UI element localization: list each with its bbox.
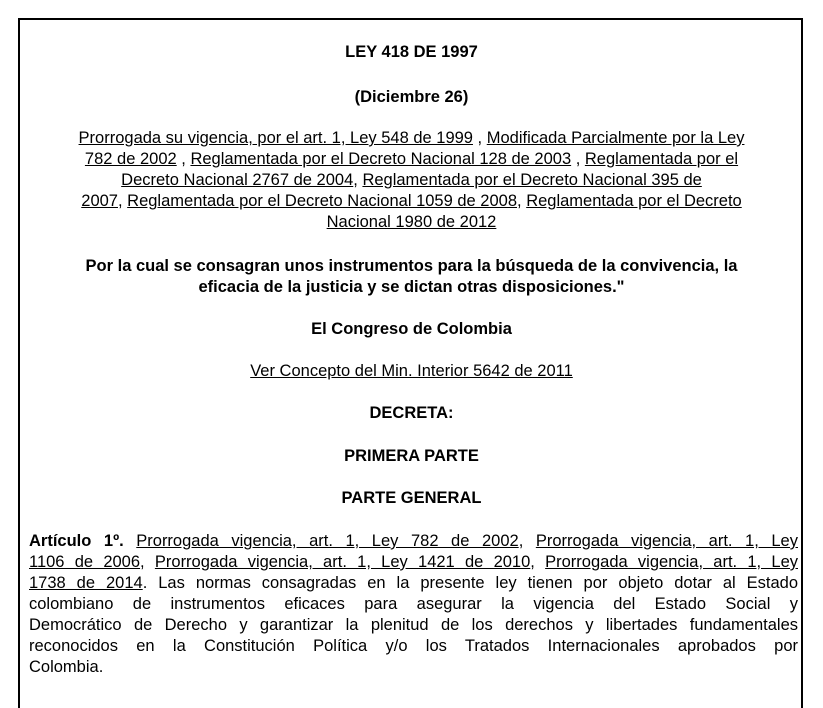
separator: , [176,150,191,168]
separator: , [571,150,585,168]
article-link[interactable]: Prorrogada vigencia, art. 1, Ley [535,532,798,550]
article-link[interactable]: 1106 de 2006 [29,553,141,571]
modification-link[interactable]: Modificada Parcialmente por la Ley [486,129,745,147]
separator: , [517,192,527,210]
modification-link[interactable]: Reglamentada por el Decreto Nacional 395 de [362,171,702,189]
article-1-line-3 [29,574,798,593]
separator: , [140,553,155,571]
article-1-line-7: Colombia. [29,658,104,676]
article-1-line-2 [29,553,798,572]
modification-link[interactable]: 782 de 2002 [84,150,177,168]
law-date: (Diciembre 26) [354,88,469,106]
separator: , [518,532,536,550]
modification-link[interactable]: Prorrogada su vigencia, por el art. 1, Ley 548 de 1999 [78,129,473,147]
separator: , [472,129,487,147]
separator: , [353,171,363,189]
law-title: LEY 418 DE 1997 [345,43,478,61]
article-text: . Las normas consagradas en la presente ley tienen por objeto dotar al Estado [142,574,798,592]
article-1-line-1 [29,532,798,551]
separator: , [117,192,128,210]
subtitle-line-1: Por la cual se consagran unos instrumentos para la búsqueda de la convivencia, la [85,257,738,275]
modification-link[interactable]: Decreto Nacional 2767 de 2004 [121,171,354,189]
article-link[interactable]: Prorrogada vigencia, art. 1, Ley [545,553,798,571]
part-heading: PRIMERA PARTE [344,447,479,465]
article-1-line-6: reconocidos en la Constitución Política y/o los Tratados Internacionales aprobados por [29,637,798,655]
modification-link[interactable]: 2007 [81,192,118,210]
modifications-line-5 [20,213,803,232]
decreta-heading: DECRETA: [369,404,454,422]
modifications-line-2 [20,150,803,169]
concept-line [20,362,803,381]
modification-link[interactable]: Reglamentada por el Decreto [526,192,742,210]
article-link[interactable]: Prorrogada vigencia, art. 1, Ley 782 de 2002 [136,532,519,550]
modification-link[interactable]: Nacional 1980 de 2012 [326,213,497,231]
part-general-heading: PARTE GENERAL [341,489,482,507]
separator: , [530,553,546,571]
modifications-line-3 [20,171,803,190]
article-link[interactable]: 1738 de 2014 [29,574,143,592]
modifications-line-1 [20,129,803,148]
concept-link[interactable]: Ver Concepto del Min. Interior 5642 de 2011 [250,362,573,380]
modification-link[interactable]: Reglamentada por el Decreto Nacional 128 de 2003 [190,150,572,168]
modifications-line-4 [20,192,803,211]
modification-link[interactable]: Reglamentada por el [584,150,739,168]
article-label: Artículo 1º. [29,532,124,550]
modification-link[interactable]: Reglamentada por el Decreto Nacional 1059 de 2008 [127,192,518,210]
article-1-line-4: colombiano de instrumentos eficaces para asegurar la vigencia del Estado Social y [29,595,798,613]
subtitle-line-2: eficacia de la justicia y se dictan otras disposiciones." [198,278,625,296]
congress-heading: El Congreso de Colombia [311,320,512,338]
article-1-line-5: Democrático de Derecho y garantizar la plenitud de los derechos y libertades fundamentales [29,616,798,634]
article-link[interactable]: Prorrogada vigencia, art. 1, Ley 1421 de 2010 [154,553,531,571]
